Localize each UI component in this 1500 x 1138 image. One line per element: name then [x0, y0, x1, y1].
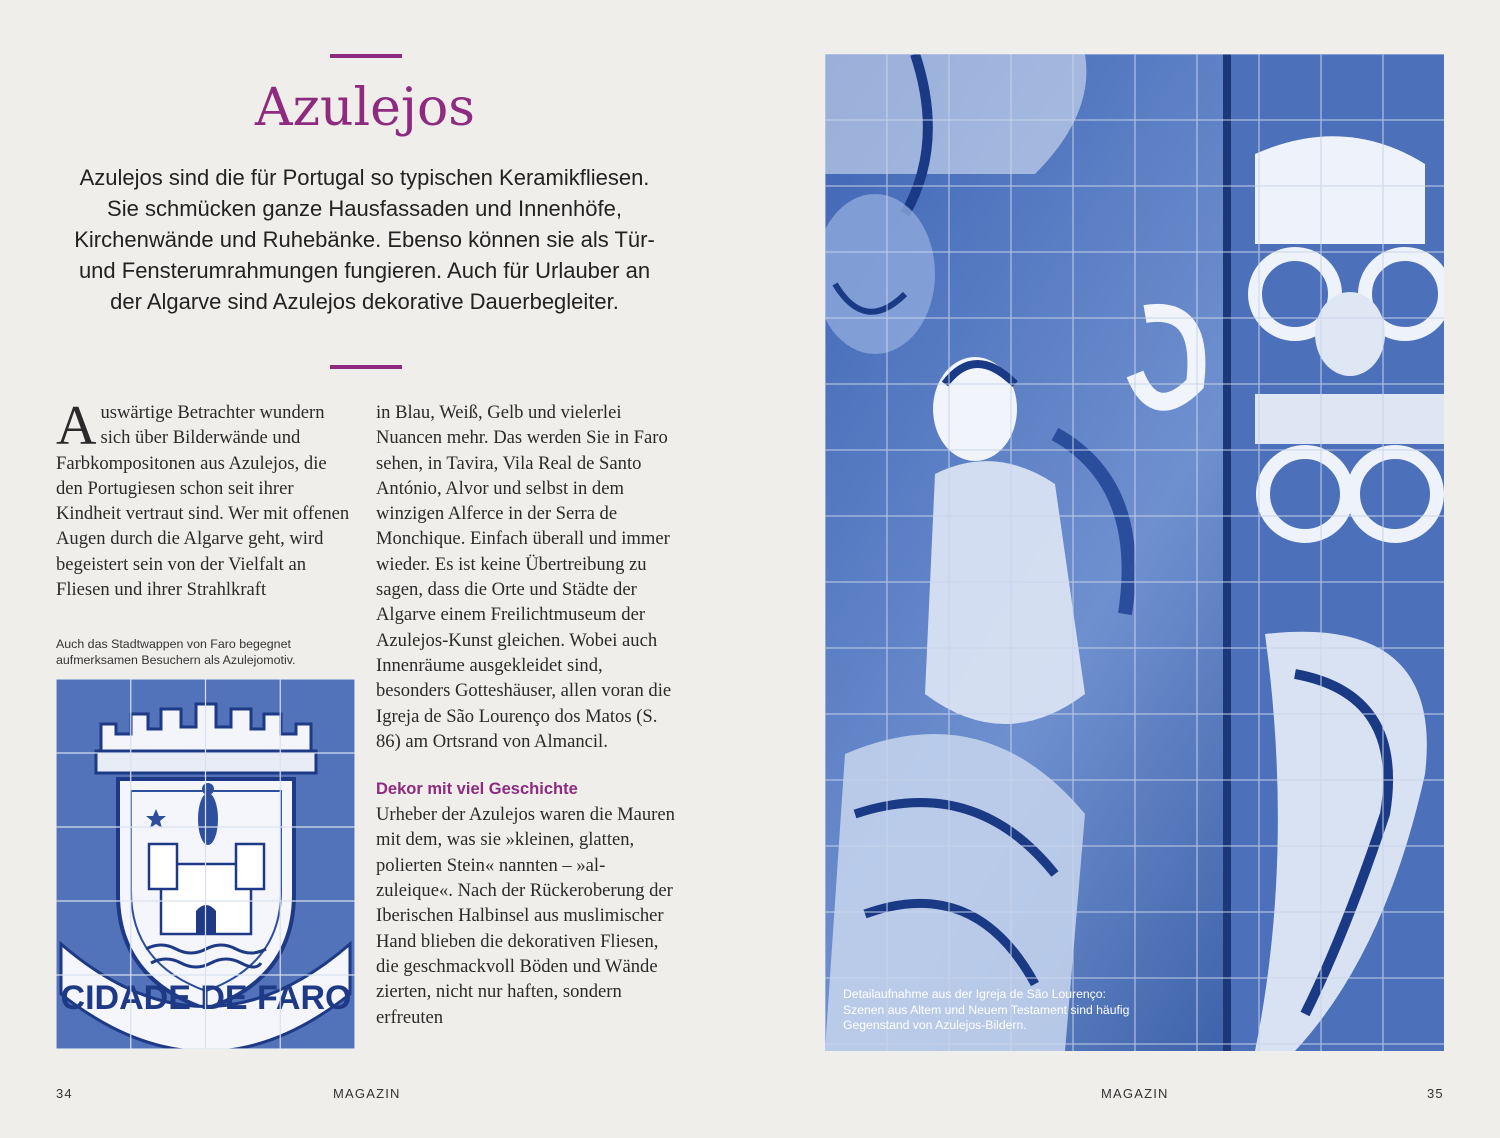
article-text-1: uswärtige Betrachter wundern sich über Bilderwände und Farbkompositonen aus Azulejos, die den Portugiesen schon seit ihrer Kindheit vertraut sind. Wer mit offenen Augen durch die Algarve geht, wird begeistert sein von der Vielfalt an Fliesen und ihrer Strahlkraft [56, 402, 350, 601]
faro-image-caption: Auch das Stadtwappen von Faro begegnet aufmerksamen Besuchern als Azulejomotiv. [56, 637, 296, 667]
page-number-left: 34 [56, 1086, 73, 1101]
article-text-2: in Blau, Weiß, Gelb und vielerlei Nuancen mehr. Das werden Sie in Faro sehen, in Tavira, Vila Real de Santo António, Alvor und selbst in dem winzigen Alferce in der Serra de Monchique. Einfach überall und immer wieder. Es ist keine Übertreibung zu sagen, dass die Orte und Städte der Algarve einem Freilichtmuseum der Azulejos-Kunst gleichen. Wobei auch Innenräume ausgekleidet sind, besonders Gotteshäuser, allen voran die Igreja de São Lourenço dos Matos (S. 86) am Ortsrand von Almancil. [376, 402, 672, 752]
section-label-right: MAGAZIN [1101, 1086, 1169, 1101]
article-column-2 [376, 400, 676, 1030]
faro-coat-of-arms-image [56, 679, 355, 1049]
main-photo-caption: Detailaufnahme aus der Igreja de São Lourenço: Szenen aus Altem und Neuem Testament sind häufig Gegenstand von Azulejos-Bildern. [843, 987, 1130, 1032]
section-subhead: Dekor mit viel Geschichte [376, 780, 578, 799]
azulejo-main-photo [825, 54, 1444, 1051]
article-column-1 [56, 395, 356, 602]
article-text-3: Urheber der Azulejos waren die Mauren mit dem, was sie »kleinen, glatten, polierten Stein« nannten – »al-zuleique«. Nach der Rückeroberung der Iberischen Halbinsel aus muslimischer Hand blieben die dekorativen Fliesen, die geschmackvoll Böden und Wände zierten, nicht nur haften, sondern erfreuten [376, 804, 675, 1028]
top-divider [330, 54, 402, 58]
faro-tile-drawing [56, 679, 355, 1049]
drop-cap: A [56, 395, 97, 457]
lead-divider [330, 365, 402, 369]
lead-paragraph: Azulejos sind die für Portugal so typischen Keramikfliesen. Sie schmücken ganze Hausfassaden und Innenhöfe, Kirchenwände und Ruhebänke. Ebenso können sie als Tür- und Fensterumrahmungen fungieren. Auch für Urlauber an der Algarve sind Azulejos dekorative Dauerbegleiter. [74, 165, 655, 314]
page-title: Azulejos [255, 78, 475, 138]
section-label-left: MAGAZIN [333, 1086, 401, 1101]
azulejo-tile-drawing [825, 54, 1444, 1051]
page-number-right: 35 [1427, 1086, 1444, 1101]
